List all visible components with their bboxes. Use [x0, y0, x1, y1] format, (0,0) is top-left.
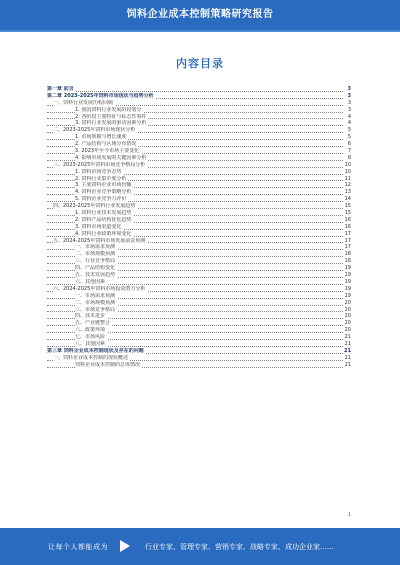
toc-entry-page: 16	[344, 216, 351, 223]
toc-entry-title: 4. 影响市场发展的关键因素分析	[75, 154, 147, 161]
toc-entry-page: 21	[344, 340, 351, 347]
toc-entry-page: 19	[344, 272, 351, 279]
toc-entry[interactable]	[47, 307, 351, 314]
toc-entry-title: 2. 各阶段主要特征与标志性事件	[75, 113, 147, 120]
toc-entry-title: 第一章 前言	[47, 86, 74, 92]
toc-entry[interactable]	[47, 141, 351, 148]
toc-entry-page: 18	[344, 258, 351, 265]
toc-entry[interactable]	[47, 265, 351, 272]
toc-entry[interactable]	[47, 155, 351, 162]
toc-entry-page: 18	[344, 251, 351, 258]
toc-entry-title: 四、技术进步	[75, 313, 106, 320]
toc-entry[interactable]	[47, 86, 351, 93]
toc-entry[interactable]	[47, 244, 351, 251]
toc-entry[interactable]	[47, 313, 351, 320]
toc-entry-title: 4. 饲料行业政策环境变化	[75, 230, 132, 237]
toc-entry-title: 八、其他因素	[75, 340, 106, 347]
toc-entry-title: 1. 饲料行业技术发展趋势	[75, 210, 132, 217]
toc-entry-page: 14	[344, 196, 351, 203]
toc-entry-title: 2. 饲料行业集中度分析	[75, 175, 127, 182]
table-of-contents	[47, 86, 351, 369]
toc-entry-page: 21	[344, 361, 351, 368]
toc-entry-page: 21	[344, 354, 351, 361]
toc-entry-title: 一、市场需求预测	[75, 292, 116, 299]
toc-entry-page: 15	[344, 203, 351, 210]
toc-entry-page: 10	[344, 161, 351, 168]
toc-entry-title: 五、技术发展趋势	[75, 272, 116, 279]
toc-entry-title: 5. 饲料企业竞争力评价	[75, 196, 127, 203]
toc-entry-page: 8	[347, 154, 351, 161]
toc-entry[interactable]	[47, 210, 351, 217]
toc-entry[interactable]	[47, 320, 351, 327]
toc-entry[interactable]	[47, 286, 351, 293]
toc-entry[interactable]	[47, 189, 351, 196]
toc-entry-title: 1. 市场规模与增长速度	[75, 134, 127, 141]
toc-entry-page: 19	[344, 285, 351, 292]
toc-entry[interactable]	[47, 238, 351, 245]
toc-entry-page: 4	[347, 120, 351, 127]
toc-entry-title: 二、市场规模预测	[75, 251, 116, 258]
page-number: 1	[347, 512, 351, 518]
toc-entry[interactable]	[47, 224, 351, 231]
toc-entry-title: 五、产业链整合	[75, 320, 111, 327]
toc-entry-page: 3	[347, 86, 351, 92]
toc-entry[interactable]	[47, 114, 351, 121]
toc-entry[interactable]	[47, 93, 351, 100]
toc-entry[interactable]	[47, 362, 351, 369]
toc-entry-title: 二、市场规模预测	[75, 299, 116, 306]
toc-entry-page: 17	[344, 230, 351, 237]
toc-entry-page: 17	[344, 237, 351, 244]
toc-entry-title: 三、2023-2025年饲料市场竞争格局分析	[53, 161, 146, 168]
toc-entry-title: 一、饲料企业成本控制的现状概述	[53, 354, 129, 361]
toc-entry[interactable]	[47, 355, 351, 362]
report-title: 饲料企业成本控制策略研究报告	[126, 9, 274, 20]
toc-entry-page: 16	[344, 223, 351, 230]
toc-entry[interactable]	[47, 127, 351, 134]
toc-entry-page: 20	[344, 320, 351, 327]
toc-entry[interactable]	[47, 169, 351, 176]
toc-entry-title: 4. 饲料企业竞争策略分析	[75, 189, 132, 196]
toc-entry[interactable]	[47, 300, 351, 307]
toc-entry-page: 13	[344, 189, 351, 196]
toc-heading: 内容目录	[176, 57, 224, 70]
toc-entry-page: 10	[344, 168, 351, 175]
toc-entry-page: 20	[344, 306, 351, 313]
toc-entry[interactable]	[47, 251, 351, 258]
toc-entry-title: 3. 饲料行业发展的驱动因素分析	[75, 120, 147, 127]
footer-banner	[0, 528, 400, 565]
toc-entry-page: 19	[344, 278, 351, 285]
toc-entry-page: 19	[344, 292, 351, 299]
toc-entry[interactable]	[47, 120, 351, 127]
arrow-right-icon	[120, 540, 130, 552]
toc-entry-page: 3	[347, 92, 351, 99]
toc-entry[interactable]	[47, 217, 351, 224]
toc-entry[interactable]	[47, 272, 351, 279]
toc-entry[interactable]	[47, 231, 351, 238]
toc-entry-title: 四、2023-2025年饲料行业发展趋势	[53, 203, 136, 210]
toc-entry-title: 3. 2023年至今市场主要变化	[75, 148, 140, 155]
footer-slogan-right: 行业专家、管理专家、营销专家、战略专家、成功企业家……	[145, 543, 334, 551]
toc-entry[interactable]	[47, 203, 351, 210]
toc-entry-page: 5	[347, 134, 351, 141]
toc-entry-page: 21	[344, 347, 351, 354]
toc-entry-title: 一、饲料行业发展历程回顾	[53, 99, 114, 106]
toc-entry-title: 七、市场风险	[75, 334, 106, 341]
toc-entry-title: 四、产品结构变化	[75, 265, 116, 272]
toc-entry-title: 六、其他因素	[75, 278, 106, 285]
toc-entry-title: 二、2023-2025年饲料市场现状分析	[53, 127, 136, 134]
toc-entry[interactable]	[47, 176, 351, 183]
toc-entry[interactable]	[47, 341, 351, 348]
toc-entry[interactable]	[47, 334, 351, 341]
toc-entry-page: 3	[347, 99, 351, 106]
toc-entry-page: 20	[344, 327, 351, 334]
toc-entry[interactable]	[47, 134, 351, 141]
toc-entry-title: 3. 主要饲料企业市场份额	[75, 182, 132, 189]
toc-entry-title: 1. 饲料市场竞争态势	[75, 168, 122, 175]
toc-entry-page: 17	[344, 244, 351, 251]
toc-entry[interactable]	[47, 182, 351, 189]
toc-entry[interactable]	[47, 196, 351, 203]
toc-entry[interactable]	[47, 107, 351, 114]
toc-entry-title: 1. 我国饲料行业发展阶段划分	[75, 106, 142, 113]
toc-entry-title: 一、市场需求预测	[75, 244, 116, 251]
footer-slogan-left: 让每个人都能成为	[48, 543, 108, 551]
toc-entry-page: 20	[344, 299, 351, 306]
toc-entry-page: 3	[347, 106, 351, 113]
toc-entry-page: 6	[347, 141, 351, 148]
toc-leader-dots	[47, 91, 343, 92]
toc-entry-title: 五、2024-2025年饲料市场发展前景预测	[53, 237, 146, 244]
toc-entry[interactable]	[47, 148, 351, 155]
toc-entry-page: 5	[347, 127, 351, 134]
toc-entry[interactable]	[47, 348, 351, 355]
toc-entry-page: 12	[344, 182, 351, 189]
toc-entry[interactable]	[47, 293, 351, 300]
toc-entry[interactable]	[47, 162, 351, 169]
toc-entry-title: 第三章 饲料企业成本控制现状及存在的问题	[47, 347, 144, 354]
toc-entry-page: 11	[344, 175, 351, 182]
toc-entry-page: 4	[347, 113, 351, 120]
toc-entry-page: 15	[344, 210, 351, 217]
toc-entry-title: 2. 饲料产品结构优化趋势	[75, 216, 132, 223]
toc-entry[interactable]	[47, 279, 351, 286]
toc-entry[interactable]	[47, 327, 351, 334]
toc-entry-page: 20	[344, 313, 351, 320]
toc-entry[interactable]	[47, 100, 351, 107]
toc-entry-title: 2. 产品结构与区域分布情况	[75, 141, 137, 148]
toc-entry-title: 饲料企业成本控制的总体情况	[75, 361, 141, 368]
toc-entry-title: 六、2024-2025年饲料市场投资潜力分析	[53, 285, 146, 292]
report-header	[0, 0, 400, 32]
toc-entry-title: 三、市场竞争格局	[75, 306, 116, 313]
toc-entry-title: 六、政策环境	[75, 327, 106, 334]
toc-entry-title: 3. 饲料市场渠道变化	[75, 223, 122, 230]
toc-entry[interactable]	[47, 258, 351, 265]
toc-entry-page: 7	[347, 148, 351, 155]
toc-entry-title: 第二章 2023-2025年饲料市场现状与趋势分析	[47, 92, 154, 99]
toc-entry-page: 19	[344, 265, 351, 272]
toc-entry-page: 21	[344, 334, 351, 341]
toc-entry-title: 三、行业竞争格局	[75, 258, 116, 265]
